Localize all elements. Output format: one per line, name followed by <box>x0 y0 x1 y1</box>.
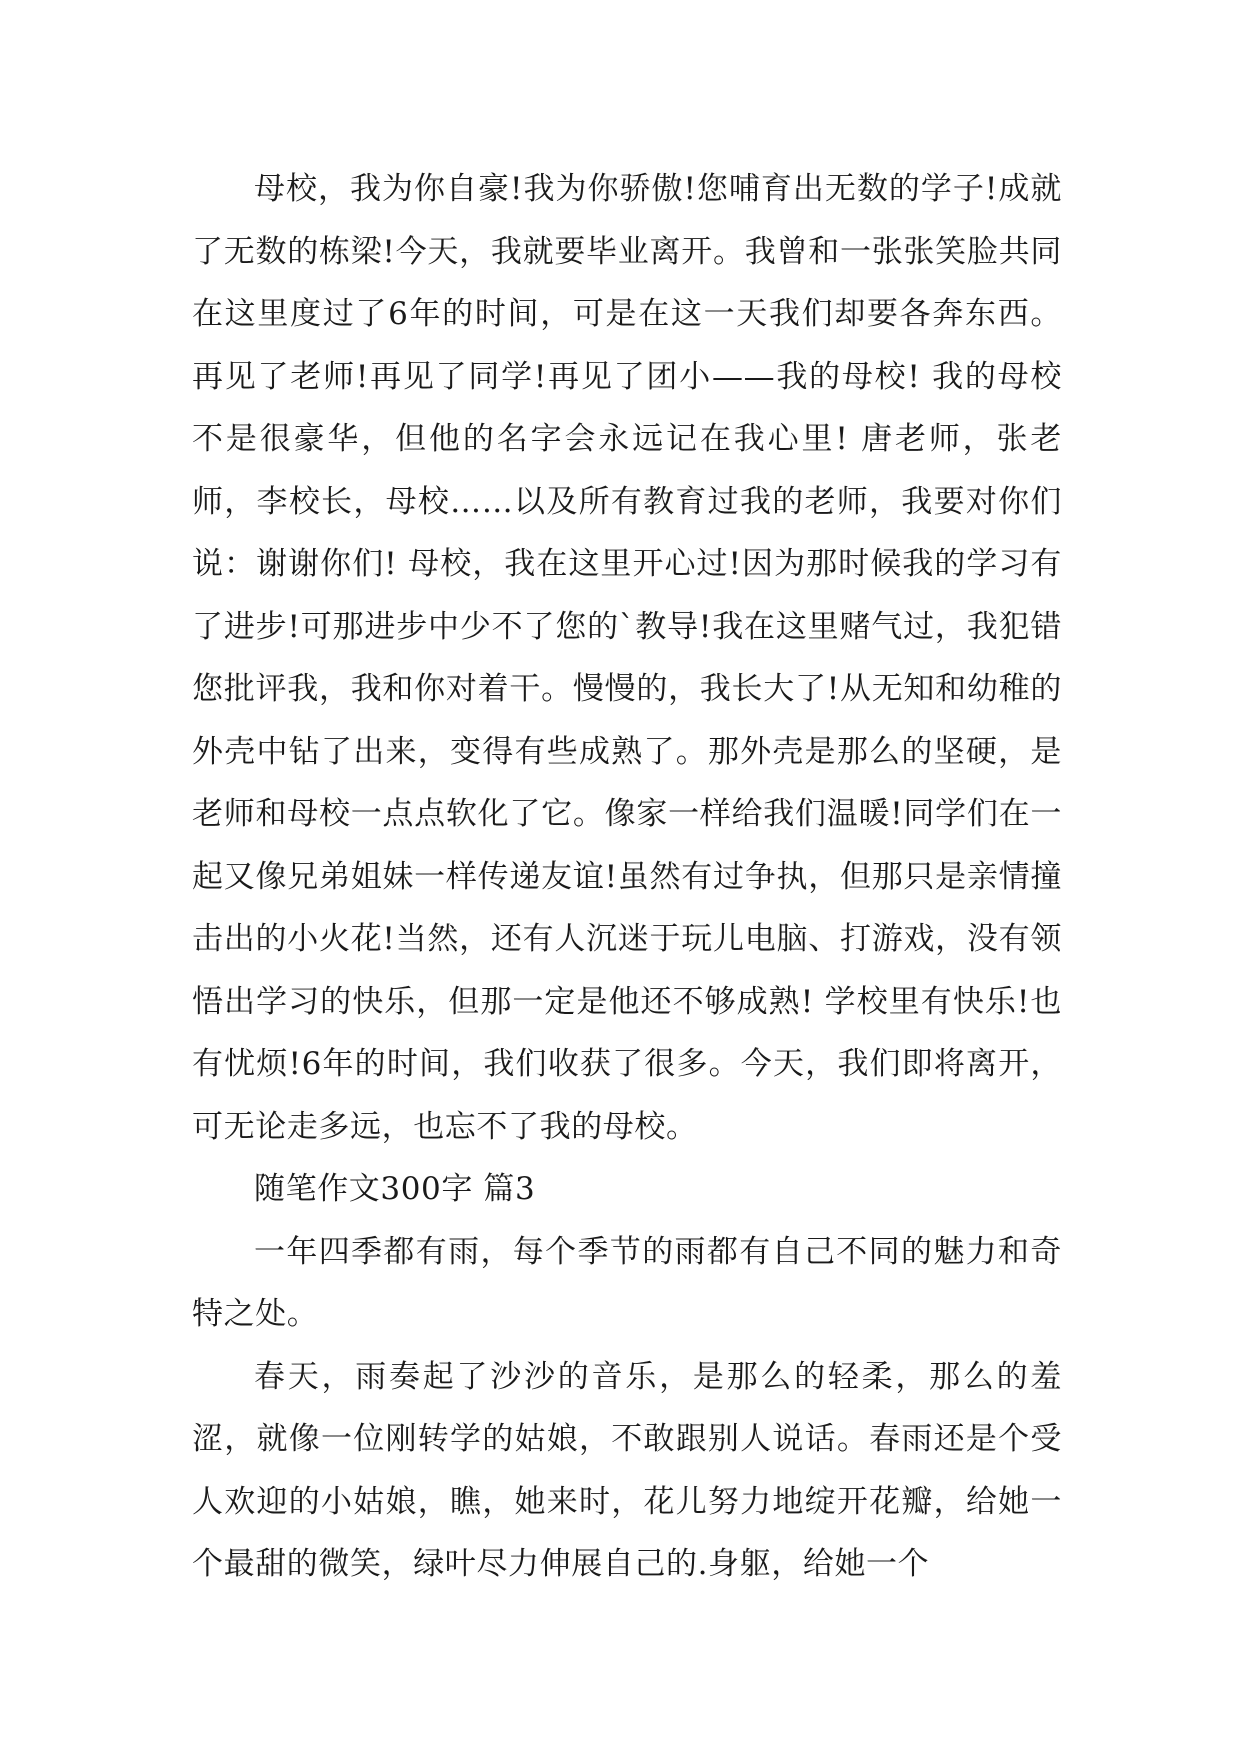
body-paragraph: 春天，雨奏起了沙沙的音乐，是那么的轻柔，那么的羞涩，就像一位刚转学的姑娘，不敢跟别人说话。春雨还是个受人欢迎的小姑娘，瞧，她来时，花儿努力地绽开花瓣，给她一个最甜的微笑，绿叶尽力伸展自己的.身躯，给她一个 <box>192 1358 1062 1582</box>
document-page <box>192 158 1062 1596</box>
section-heading: 随笔作文300字 篇3 <box>254 1171 536 1207</box>
body-paragraph: 一年四季都有雨，每个季节的雨都有自己不同的魅力和奇特之处。 <box>192 1233 1062 1332</box>
body-paragraph: 母校，我为你自豪!我为你骄傲!您哺育出无数的学子!成就了无数的栋梁!今天，我就要毕业离开。我曾和一张张笑脸共同在这里度过了6年的时间，可是在这一天我们却要各奔东西。再见了老师!再见了同学!再见了团小——我的母校! 我的母校不是很豪华，但他的名字会永远记在我心里! 唐老师，张老师，李校长，母校……以及所有教育过我的老师，我要对你们说：谢谢你们! 母校，我在这里开心过!因为那时候我的学习有了进步!可那进步中少不了您的`教导!我在这里赌气过，我犯错您批评我，我和你对着干。慢慢的，我长大了!从无知和幼稚的外壳中钻了出来，变得有些成熟了。那外壳是那么的坚硬，是老师和母校一点点软化了它。像家一样给我们温暖!同学们在一起又像兄弟姐妹一样传递友谊!虽然有过争执，但那只是亲情撞击出的小火花!当然，还有人沉迷于玩儿电脑、打游戏，没有领悟出学习的快乐，但那一定是他还不够成熟! 学校里有快乐!也有忧烦!6年的时间，我们收获了很多。今天，我们即将离开，可无论走多远，也忘不了我的母校。 <box>192 171 1062 1145</box>
